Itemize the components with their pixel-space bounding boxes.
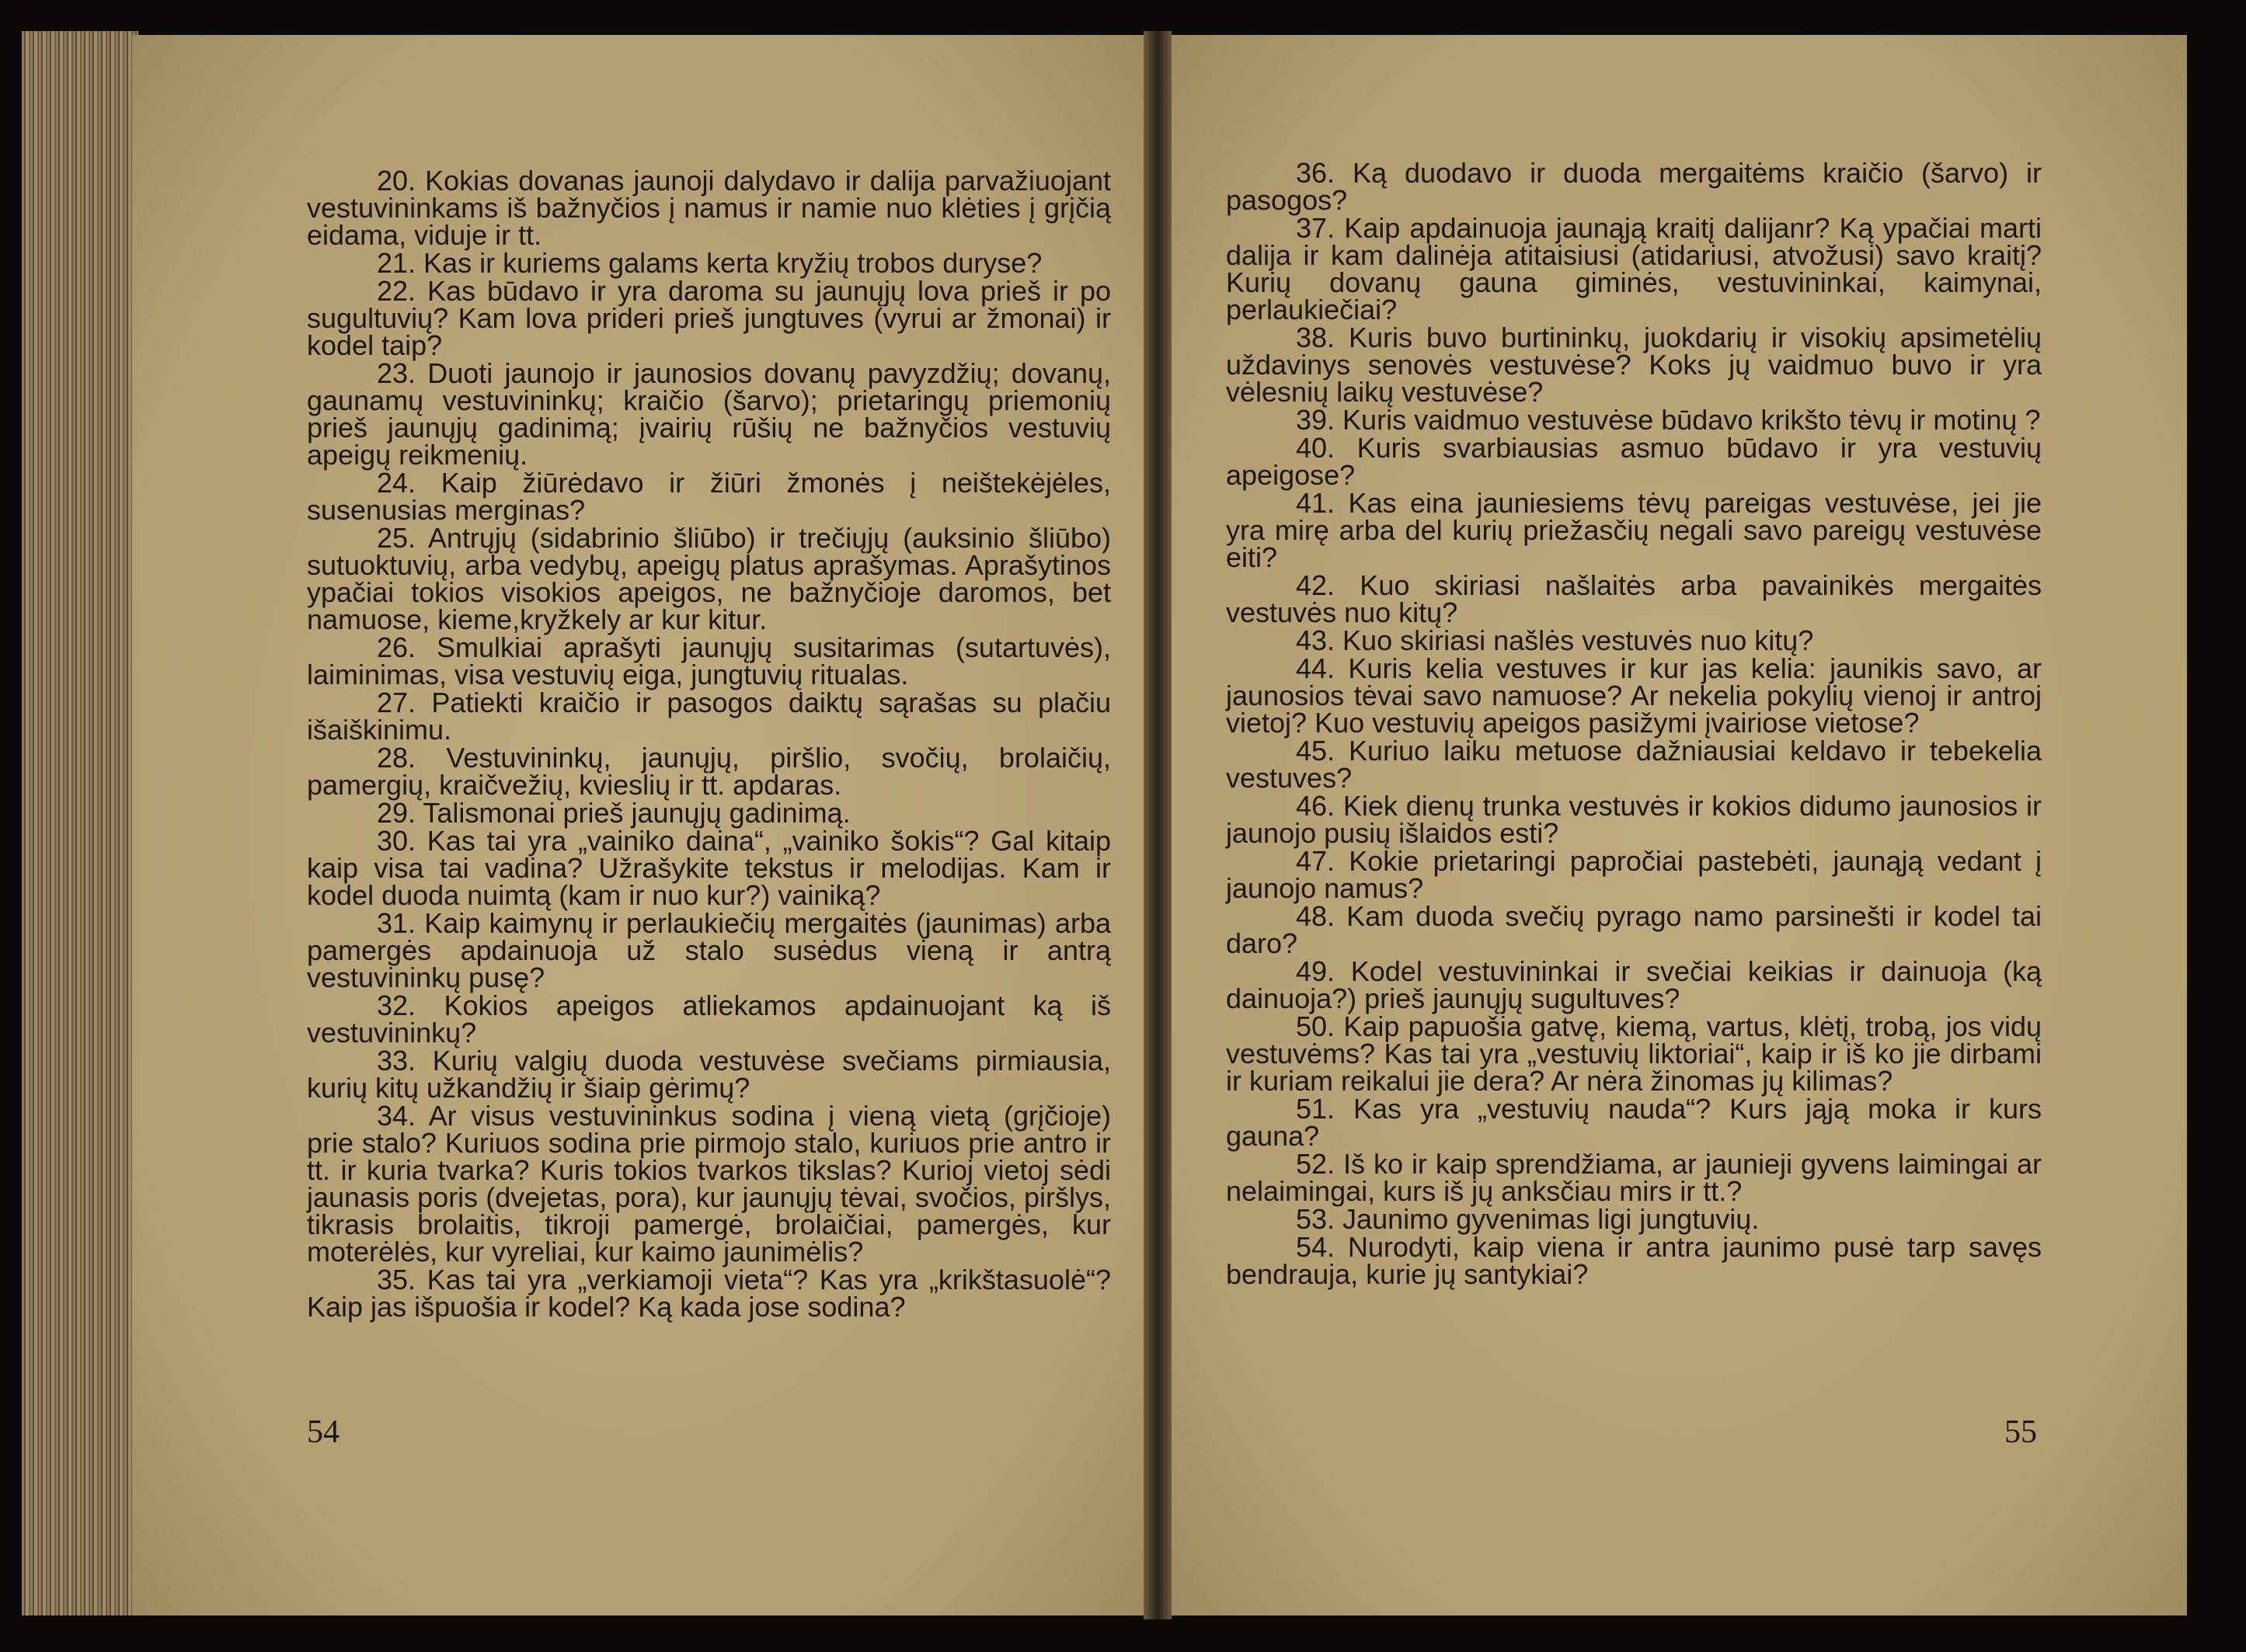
question-item: 29. Talismonai prieš jaunųjų gadinimą. <box>377 797 851 829</box>
question-item: 30. Kas tai yra „vainiko daina“, „vainiko šokis“? Gal kitaip kaip visa tai vadina? Užrašykite tekstus ir melodijas. Kam ir kodel duoda nuimtą (kam ir nuo kur?) vainiką? <box>307 825 1111 911</box>
question-item: 39. Kuris vaidmuo vestuvėse būdavo krikšto tėvų ir motinų ? <box>1296 404 2041 436</box>
question-item: 28. Vestuvininkų, jaunųjų, piršlio, svočių, brolaičių, pamergių, kraičvežių, kvieslių ir tt. apdaras. <box>307 742 1111 801</box>
question-item: 33. Kurių valgių duoda vestuvėse svečiams pirmiausia, kurių kitų užkandžių ir šiaip gėrimų? <box>307 1045 1111 1104</box>
question-item: 32. Kokios apeigos atliekamos apdainuojant ką iš vestuvininkų? <box>307 989 1111 1049</box>
question-item: 36. Ką duodavo ir duoda mergaitėms kraičio (šarvo) ir pasogos? <box>1226 157 2042 216</box>
question-item: 26. Smulkiai aprašyti jaunųjų susitarimas (sutartuvės), laiminimas, visa vestuvių eiga, jungtuvių ritualas. <box>307 631 1111 690</box>
question-item: 45. Kuriuo laiku metuose dažniausiai keldavo ir tebekelia vestuves? <box>1226 735 2042 794</box>
question-item: 22. Kas būdavo ir yra daroma su jaunųjų lova prieš ir po sugultuvių? Kam lova prideri prieš jungtuves (vyrui ar žmonai) ir kodel taip? <box>307 275 1111 361</box>
question-item: 43. Kuo skiriasi našlės vestuvės nuo kitų? <box>1296 624 1814 656</box>
question-item: 31. Kaip kaimynų ir perlaukiečių mergaitės (jaunimas) arba pamergės apdainuoja už stalo susėdus vieną ir antrą vestuvininkų pusę? <box>307 907 1111 993</box>
question-item: 23. Duoti jaunojo ir jaunosios dovanų pavyzdžių; dovanų, gaunamų vestuvininkų; kraičio (šarvo); prietaringų priemonių prieš jaunųjų gadinimą; įvairių rūšių ne bažnyčios vestuvių apeigų reikmenių. <box>307 357 1111 471</box>
question-item: 54. Nurodyti, kaip viena ir antra jaunimo pusė tarp savęs bendrauja, kurie jų santykiai? <box>1226 1231 2042 1290</box>
question-item: 48. Kam duoda svečių pyrago namo parsinešti ir kodel tai daro? <box>1226 900 2042 959</box>
question-item: 51. Kas yra „vestuvių nauda“? Kurs jąją moka ir kurs gauna? <box>1226 1093 2042 1152</box>
question-item: 44. Kuris kelia vestuves ir kur jas kelia: jaunikis savo, ar jaunosios tėvai savo namuose? Ar nekelia pokylių vienoj ir antroj vietoj? Kuo vestuvių apeigos pasižymi įvairiose vietose? <box>1226 652 2042 739</box>
question-item: 20. Kokias dovanas jaunoji dalydavo ir dalija parvažiuojant vestuvininkams iš bažnyčios į namus ir namie nuo klėties į grįčią eidama, viduje ir tt. <box>307 165 1111 251</box>
question-item: 46. Kiek dienų trunka vestuvės ir kokios didumo jaunosios ir jaunojo pusių išlaidos esti? <box>1226 790 2042 849</box>
question-item: 24. Kaip žiūrėdavo ir žiūri žmonės į neištekėjėles, susenusias merginas? <box>307 467 1111 526</box>
question-item: 21. Kas ir kuriems galams kerta kryžių trobos duryse? <box>377 247 1043 279</box>
right-page-text <box>1226 159 2042 1289</box>
question-item: 38. Kuris buvo burtininkų, juokdarių ir visokių apsimetėlių uždavinys senovės vestuvėse? Koks jų vaidmuo buvo ir yra vėlesnių laikų vestuvėse? <box>1226 322 2042 408</box>
question-item: 53. Jaunimo gyvenimas ligi jungtuvių. <box>1296 1203 1760 1235</box>
question-item: 37. Kaip apdainuoja jaunąją kraitį dalijanr? Ką ypačiai marti dalija ir kam dalinėja atitaisiusi (atidariusi, atvožusi) savo kraitį? Kurių dovanų gauna giminės, vestuvininkai, kaimynai, perlaukiečiai? <box>1226 212 2042 325</box>
question-item: 35. Kas tai yra „verkiamoji vieta“? Kas yra „krikštasuolė“? Kaip jas išpuošia ir kodel? Ką kada jose sodina? <box>307 1264 1111 1323</box>
page-number-left: 54 <box>307 1414 340 1450</box>
page-edges <box>22 31 138 1615</box>
question-item: 52. Iš ko ir kaip sprendžiama, ar jaunieji gyvens laimingai ar nelaimingai, kurs iš jų anksčiau mirs ir tt.? <box>1226 1148 2042 1207</box>
question-item: 27. Patiekti kraičio ir pasogos daiktų sąrašas su plačiu išaiškinimu. <box>307 687 1111 746</box>
left-page-text <box>307 167 1111 1321</box>
question-item: 47. Kokie prietaringi papročiai pastebėti, jaunąją vedant į jaunojo namus? <box>1226 845 2042 904</box>
question-item: 42. Kuo skiriasi našlaitės arba pavainikės mergaitės vestuvės nuo kitų? <box>1226 569 2042 628</box>
page-number-right: 55 <box>2004 1414 2037 1450</box>
question-item: 25. Antrųjų (sidabrinio šliūbo) ir trečiųjų (auksinio šliūbo) sutuoktuvių, arba vedybų, apeigų platus aprašymas. Aprašytinos ypačiai tokios visokios apeigos, ne bažnyčioje daromos, bet namuose, kieme,kryžkely ar kur kitur. <box>307 522 1111 635</box>
book-spine <box>1144 31 1172 1619</box>
question-item: 49. Kodel vestuvininkai ir svečiai keikias ir dainuoja (ką dainuoja?) prieš jaunųjų sugultuves? <box>1226 955 2042 1014</box>
question-item: 50. Kaip papuošia gatvę, kiemą, vartus, klėtį, trobą, jos vidų vestuvėms? Kas tai yra „vestuvių liktoriai“, kaip ir iš ko jie dirbami ir kuriam reikalui jie dera? Ar nėra žinomas jų kilimas? <box>1226 1010 2042 1097</box>
question-item: 34. Ar visus vestuvininkus sodina į vieną vietą (grįčioje) prie stalo? Kuriuos sodina prie pirmojo stalo, kuriuos prie antro ir tt. ir kuria tvarka? Kuris tokios tvarkos tikslas? Kurioj vietoj sėdi jaunasis poris (dvejetas, pora), kur jaunųjų tėvai, svočios, piršlys, tikrasis brolaitis, tikroji pamergė, brolaičiai, pamergės, kur moterėlės, kur vyreliai, kur kaimo jaunimėlis? <box>307 1100 1111 1268</box>
question-item: 40. Kuris svarbiausias asmuo būdavo ir yra vestuvių apeigose? <box>1226 432 2042 491</box>
question-item: 41. Kas eina jauniesiems tėvų pareigas vestuvėse, jei jie yra mirę arba del kurių priežasčių negali savo pareigų vestuvėse eiti? <box>1226 487 2042 573</box>
